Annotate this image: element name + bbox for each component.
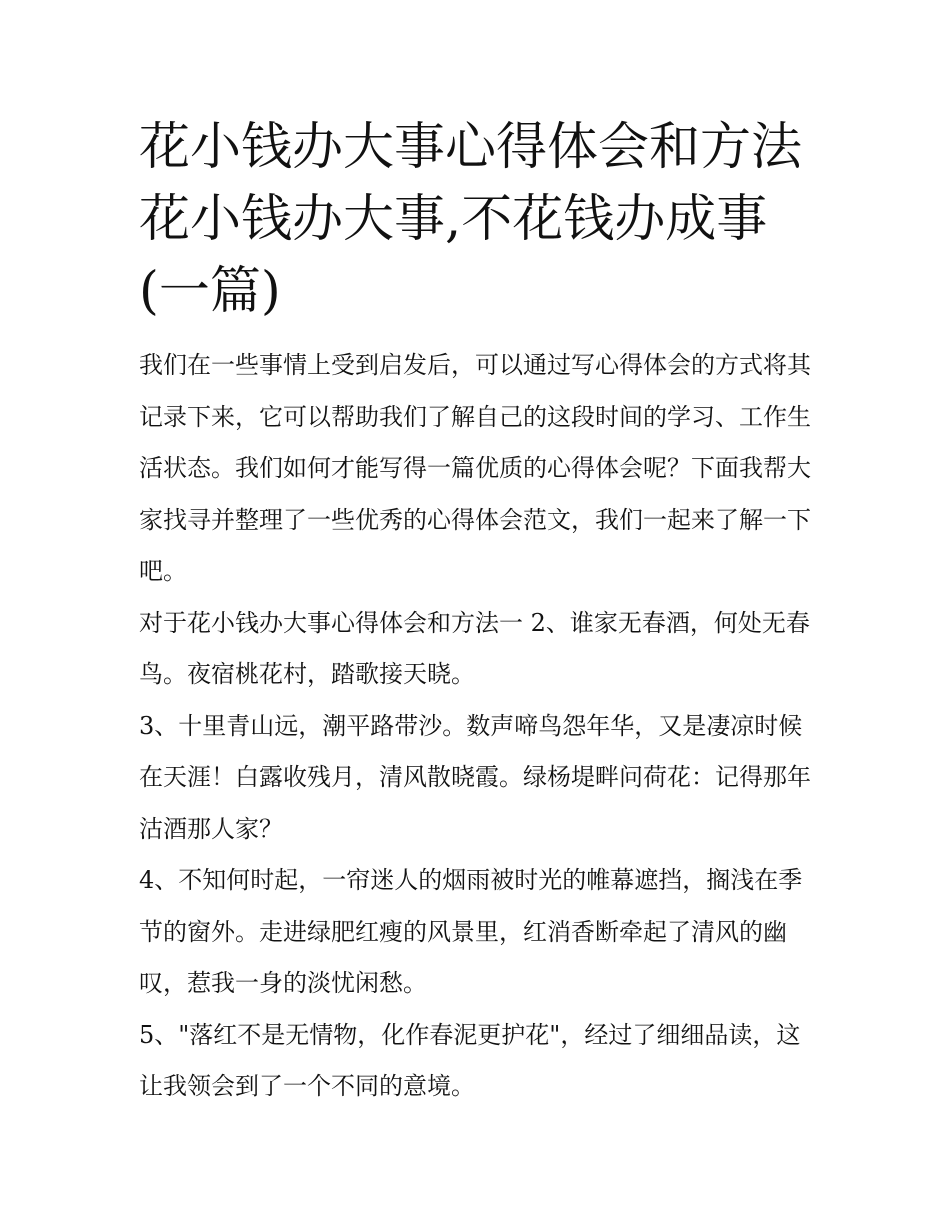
document-page xyxy=(139,112,819,1113)
paragraph-5: 5、"落红不是无情物，化作春泥更护花"，经过了细细品读，这让我领会到了一个不同的意境。 xyxy=(139,1020,801,1100)
paragraph-4: 4、不知何时起，一帘迷人的烟雨被时光的帷幕遮挡，搁浅在季节的窗外。走进绿肥红瘦的风景里，红消香断牵起了清风的幽叹，惹我一身的淡忧闲愁。 xyxy=(139,866,803,997)
document-title: 花小钱办大事心得体会和方法花小钱办大事,不花钱办成事(一篇) xyxy=(139,118,803,321)
paragraph-intro: 我们在一些事情上受到启发后，可以通过写心得体会的方式将其记录下来，它可以帮助我们了解自己的这段时间的学习、工作生活状态。我们如何才能写得一篇优质的心得体会呢？下面我帮大家找寻并整理了一些优秀的心得体会范文，我们一起来了解一下吧。 xyxy=(139,351,811,585)
paragraph-2: 对于花小钱办大事心得体会和方法一 2、谁家无春酒，何处无春鸟。夜宿桃花村，踏歌接天晓。 xyxy=(139,608,810,688)
paragraph-3: 3、十里青山远，潮平路带沙。数声啼鸟怨年华，又是凄凉时候在天涯！白露收残月，清风散晓霞。绿杨堤畔问荷花：记得那年沽酒那人家？ xyxy=(139,711,811,843)
